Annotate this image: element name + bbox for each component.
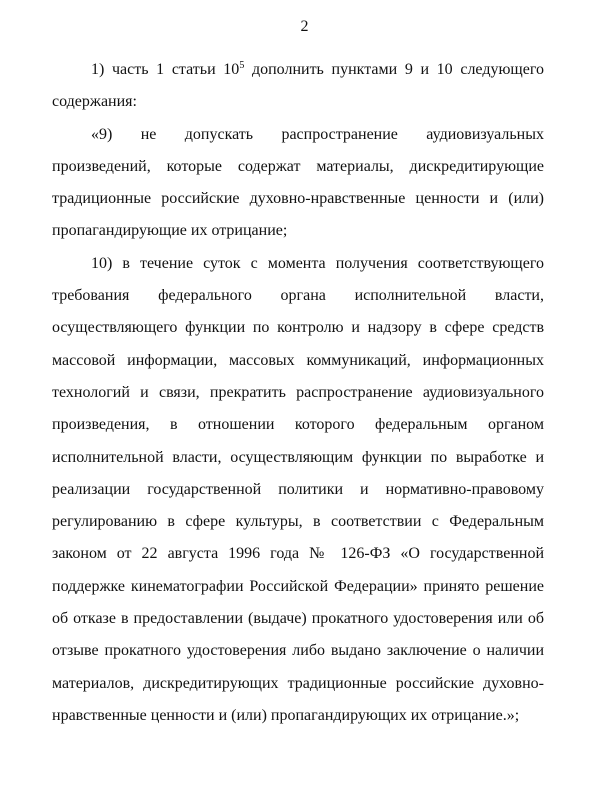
article-superscript: 5 <box>239 60 245 71</box>
paragraph-amendment-intro <box>52 54 544 119</box>
amendment-intro-text: 1) часть 1 статьи 10 <box>91 61 240 78</box>
amendment-intro-continuation: дополнить пунктами 9 и 10 следующего содержания: <box>52 61 544 111</box>
paragraph-point-9: «9) не допускать распространение аудиовизуальных произведений, которые содержат материалы, дискредитирующие традиционные российские духовно-нравственные ценности и (или) пропагандирующие их отрицание; <box>52 125 544 240</box>
document-body <box>52 54 544 732</box>
paragraph-point-10: 10) в течение суток с момента получения соответствующего требования федерального органа исполнительной власти, осуществляющего функции по контролю и надзору в сфере средств массовой информации, массовых коммуникаций, информационных технологий и связи, прекратить распространение аудиовизуального произведения, в отношении которого федеральным органом исполнительной власти, осуществляющим функции по выработке и реализации государственной политики и нормативно-правовому регулированию в сфере культуры, в соответствии с Федеральным законом от 22 августа 1996 года № 126-ФЗ «О государственной поддержке кинематографии Российской Федерации» принято решение об отказе в предоставлении (выдаче) прокатного удостоверения или об отзыве прокатного удостоверения либо выдано заключение о наличии материалов, дискредитирующих традиционные российские духовно-нравственные ценности и (или) пропагандирующих их отрицание.»; <box>52 254 544 724</box>
page-number: 2 <box>300 18 309 35</box>
